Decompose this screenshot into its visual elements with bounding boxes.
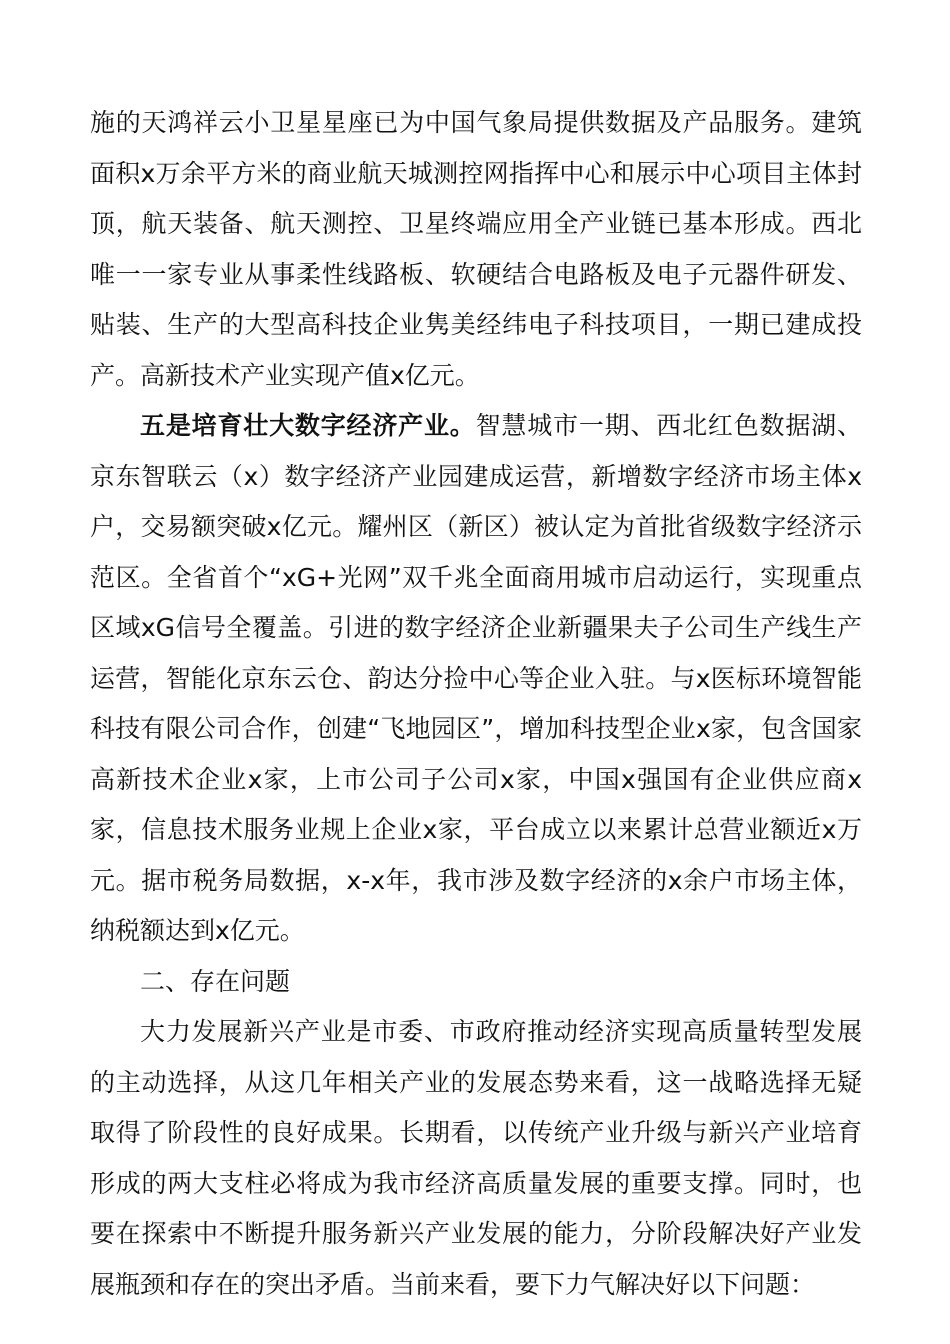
- section-heading-text: 二、存在问题: [140, 966, 291, 996]
- document-page: [90, 98, 862, 1310]
- paragraph-text: 大力发展新兴产业是市委、市政府推动经济实现高质量转型发展的主动选择，从这几年相关产业的发展态势来看，这一战略选择无疑取得了阶段性的良好成果。长期看，以传统产业升级与新兴产业培育形成的两大支柱必将成为我市经济高质量发展的重要支撑。同时，也要在探索中不断提升服务新兴产业发展的能力，分阶段解决好产业发展瓶颈和存在的突出矛盾。当前来看，要下力气解决好以下问题：: [90, 1017, 862, 1299]
- paragraph-satellite-industry: [90, 98, 862, 401]
- paragraph-text: 智慧城市一期、西北红色数据湖、京东智联云（x）数字经济产业园建成运营，新增数字经济市场主体x户，交易额突破x亿元。耀州区（新区）被认定为首批省级数字经济示范区。全省首个“xG+光网”双千兆全面商用城市启动运行，实现重点区域xG信号全覆盖。引进的数字经济企业新疆果夫子公司生产线生产运营，智能化京东云仓、韵达分捡中心等企业入驻。与x医标环境智能科技有限公司合作，创建“飞地园区”，增加科技型企业x家，包含国家高新技术企业x家，上市公司子公司x家，中国x强国有企业供应商x家，信息技术服务业规上企业x家，平台成立以来累计总营业额近x万元。据市税务局数据，x-x年，我市涉及数字经济的x余户市场主体，纳税额达到x亿元。: [90, 411, 862, 945]
- paragraph-problems-intro: [90, 1007, 862, 1310]
- section-heading-existing-problems: [90, 957, 862, 1008]
- paragraph-digital-economy: [90, 401, 862, 957]
- paragraph-heading: 五是培育壮大数字经济产业。: [140, 411, 476, 440]
- paragraph-text: 施的天鸿祥云小卫星星座已为中国气象局提供数据及产品服务。建筑面积x万余平方米的商业航天城测控网指挥中心和展示中心项目主体封顶，航天装备、航天测控、卫星终端应用全产业链已基本形成。西北唯一一家专业从事柔性线路板、软硬结合电路板及电子元器件研发、贴装、生产的大型高科技企业隽美经纬电子科技项目，一期已建成投产。高新技术产业实现产值x亿元。: [90, 108, 862, 390]
